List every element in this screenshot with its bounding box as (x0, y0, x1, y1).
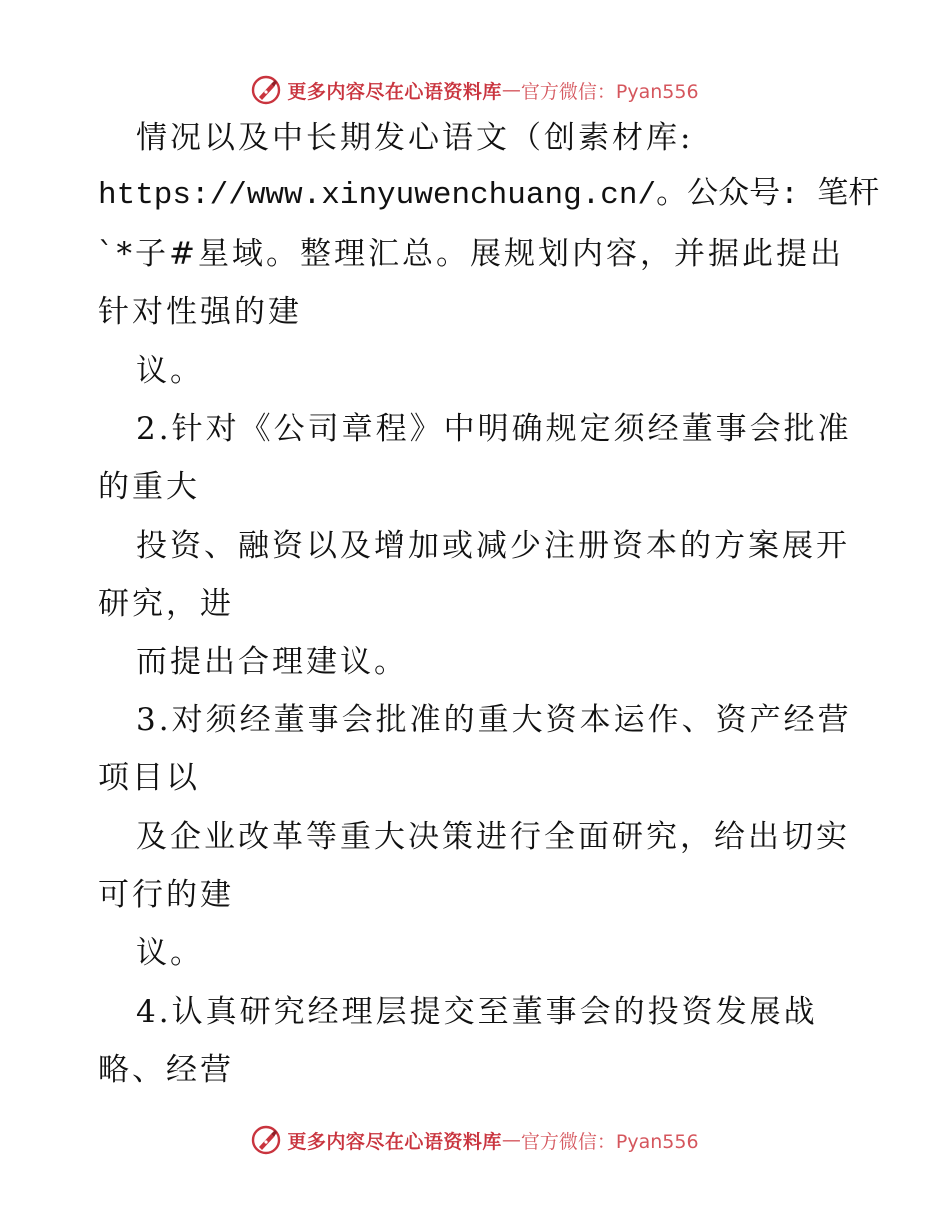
body-line: 2.针对《公司章程》中明确规定须经董事会批准 (136, 411, 852, 447)
footer-wechat: 官方微信：Pyan556 (520, 1130, 699, 1153)
body-line: 可行的建 (98, 877, 234, 913)
body-line: 议。 (136, 935, 204, 971)
footer-title: 更多内容尽在心语资料库 (287, 1130, 502, 1153)
body-line: 而提出合理建议。 (136, 644, 408, 680)
body-line: 的重大 (98, 469, 200, 505)
quill-pen-logo-icon (251, 1125, 281, 1155)
body-line: 3.对须经董事会批准的重大资本运作、资产经营 (136, 702, 852, 738)
body-line: 情况以及中长期发心语文（创素材库: (136, 120, 694, 156)
header-wechat: 官方微信：Pyan556 (520, 80, 699, 103)
quill-pen-logo-icon (251, 75, 281, 105)
body-line: 略、经营 (98, 1052, 234, 1088)
body-line: 4.认真研究经理层提交至董事会的投资发展战 (136, 994, 818, 1030)
body-line: 投资、融资以及增加或减少注册资本的方案展开 (136, 528, 850, 564)
body-line: 研究，进 (98, 586, 234, 622)
header-title: 更多内容尽在心语资料库 (287, 80, 502, 103)
header-banner (0, 70, 950, 110)
body-line: 及企业改革等重大决策进行全面研究，给出切实 (136, 819, 850, 855)
body-line: https://www.xinyuwenchuang.cn/。公众号: 笔杆 (98, 178, 880, 213)
footer-banner (0, 1120, 950, 1160)
body-line: `*子#星域。整理汇总。展规划内容，并据此提出 (98, 236, 844, 272)
body-line: 项目以 (98, 760, 200, 796)
footer-dash: — (501, 1129, 521, 1151)
body-line: 针对性强的建 (98, 294, 302, 330)
body-line: 议。 (136, 353, 204, 389)
header-dash: — (501, 79, 521, 101)
